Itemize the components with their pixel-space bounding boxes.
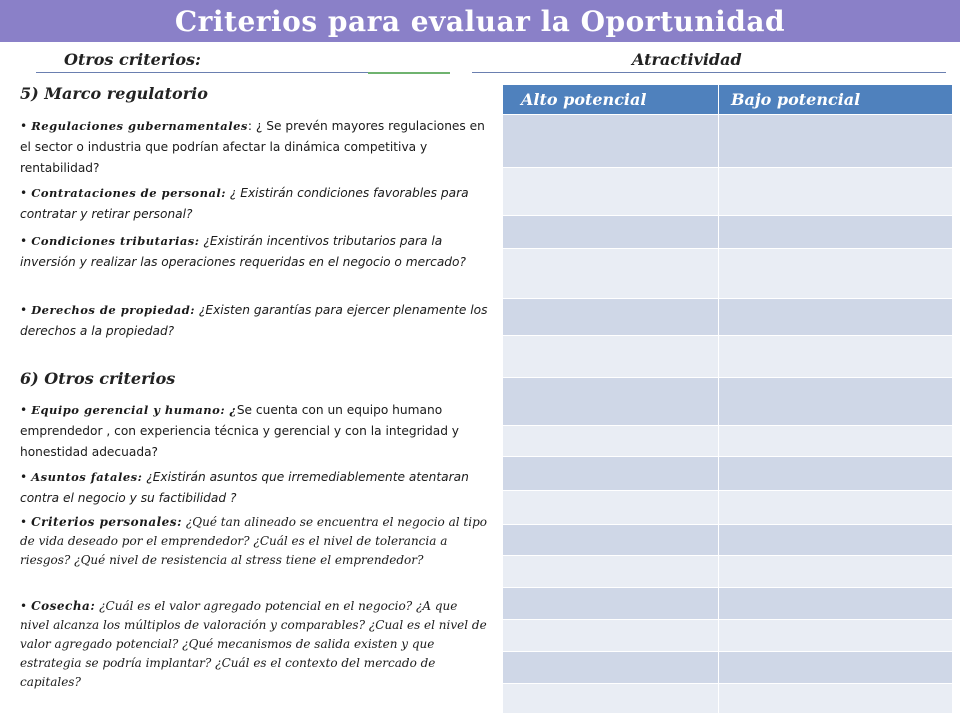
grid-cell[interactable] [503,556,719,588]
item-text: ¿Qué tan alineado se encuentra el negocio al tipo de vida deseado por el emprendedor? ¿Cuál es el nivel de tolerancia a riesgos? ¿Qué nivel de resistencia al stress tiene el emprendedor? [20,515,487,567]
grid-cell[interactable] [503,249,719,299]
grid-cell[interactable] [503,652,719,684]
item-text: ¿ Existirán condiciones favorables para contratar y retirar personal? [20,186,469,221]
item-text: Se cuenta con un equipo humano emprendedor , con experiencia técnica y gerencial y con la integridad y honestidad adecuada? [20,403,460,459]
item-text: ¿ Se prevén mayores regulaciones en el sector o industria que podrían afectar la dinámica competitiva y rentabilidad? [20,119,485,175]
grid-row [503,684,953,714]
list-item-cosecha: • Cosecha: ¿Cuál es el valor agregado potencial en el negocio? ¿A que nivel alcanza los múltiplos de valoración y comparables? ¿Cual es el nivel de valor agregado potencial? ¿Qué mecanismos de salida existen y que estrategia se podría implantar? ¿Cuál es el contexto del mercado de capitales? [20,599,487,689]
grid-row [503,378,953,426]
grid-cell[interactable] [719,556,953,588]
list-item-personales: • Criterios personales: ¿Qué tan alineado se encuentra el negocio al tipo de vida deseado por el emprendedor? ¿Cuál es el nivel de tolerancia a riesgos? ¿Qué nivel de resistencia al stress tiene el emprendedor? [20,515,487,567]
grid-cell[interactable] [503,684,719,714]
section5-heading: 5) Marco regulatorio [20,84,208,103]
grid-cell[interactable] [503,299,719,336]
grid-cell[interactable] [503,525,719,556]
grid-row [503,249,953,299]
title-bar [0,0,960,42]
grid-cell[interactable] [719,216,953,249]
grid-cell[interactable] [719,620,953,652]
grid-cell[interactable] [503,588,719,620]
grid-cell[interactable] [719,378,953,426]
grid-cell[interactable] [503,336,719,378]
item-label: Derechos de propiedad: [31,303,196,317]
grid-cell[interactable] [719,168,953,216]
grid-cell[interactable] [719,299,953,336]
grid-cell[interactable] [719,684,953,714]
list-item-tributarias: • Condiciones tributarias: ¿Existirán incentivos tributarios para la inversión y realizar las operaciones requeridas en el negocio o mercado? [20,234,466,269]
grid-cell[interactable] [503,378,719,426]
item-label: Condiciones tributarias: [31,234,200,248]
item-text: ¿Existirán asuntos que irremediablemente atentaran contra el negocio y su factibilidad ? [20,470,469,505]
grid-cell[interactable] [719,525,953,556]
item-label: Regulaciones gubernamentales [31,119,248,133]
grid-cell[interactable] [719,652,953,684]
grid-cell[interactable] [503,115,719,168]
attractiveness-grid [502,84,953,714]
grid-row [503,620,953,652]
item-label: Cosecha: [31,599,96,613]
left-divider-accent [368,72,450,74]
grid-row [503,491,953,525]
item-label: Contrataciones de personal: [31,186,227,200]
item-label: Asuntos fatales: [31,470,143,484]
list-item-asuntos: • Asuntos fatales: ¿Existirán asuntos que irremediablemente atentaran contra el negocio y su factibilidad ? [20,470,469,505]
grid-row [503,168,953,216]
item-text: ¿Existen garantías para ejercer plenamente los derechos a la propiedad? [20,303,488,338]
grid-cell[interactable] [719,426,953,457]
grid-cell[interactable] [503,426,719,457]
grid-row [503,588,953,620]
right-subtitle: Atractividad [632,50,742,69]
section6-heading: 6) Otros criterios [20,369,176,388]
grid-header-row [503,85,953,115]
grid-cell[interactable] [503,168,719,216]
grid-row [503,426,953,457]
col-bajo-potencial: Bajo potencial [719,85,953,115]
grid-row [503,115,953,168]
item-text: ¿Cuál es el valor agregado potencial en el negocio? ¿A que nivel alcanza los múltiplos de valoración y comparables? ¿Cual es el nivel de valor agregado potencial? ¿Qué mecanismos de salida existen y que estrategia se podría implantar? ¿Cuál es el contexto del mercado de capitales? [20,599,487,689]
item-label: Criterios personales: [31,515,182,529]
grid-cell[interactable] [719,588,953,620]
item-text: ¿Existirán incentivos tributarios para la inversión y realizar las operaciones requeridas en el negocio o mercado? [20,234,466,269]
grid-row [503,336,953,378]
grid-row [503,457,953,491]
left-subtitle: Otros criterios: [64,50,201,69]
grid-cell[interactable] [719,249,953,299]
grid-cell[interactable] [719,457,953,491]
grid-cell[interactable] [503,620,719,652]
grid-cell[interactable] [503,491,719,525]
grid-row [503,216,953,249]
grid-cell[interactable] [719,491,953,525]
list-item-contrataciones: • Contrataciones de personal: ¿ Existirán condiciones favorables para contratar y retirar personal? [20,186,469,221]
grid-row [503,652,953,684]
grid-row [503,299,953,336]
page-title: Criterios para evaluar la Oportunidad [174,4,786,38]
list-item-equipo: • Equipo gerencial y humano: ¿Se cuenta con un equipo humano emprendedor , con experiencia técnica y gerencial y con la integridad y honestidad adecuada? [20,403,460,459]
grid-cell[interactable] [719,115,953,168]
list-item-propiedad: • Derechos de propiedad: ¿Existen garantías para ejercer plenamente los derechos a la propiedad? [20,303,488,338]
list-item-regulaciones: • Regulaciones gubernamentales: ¿ Se prevén mayores regulaciones en el sector o industria que podrían afectar la dinámica competitiva y rentabilidad? [20,119,485,175]
grid-row [503,556,953,588]
item-label: Equipo gerencial y humano [31,403,221,417]
right-divider [472,72,946,73]
grid-cell[interactable] [719,336,953,378]
col-alto-potencial: Alto potencial [503,85,719,115]
grid-cell[interactable] [503,216,719,249]
grid-row [503,525,953,556]
grid-cell[interactable] [503,457,719,491]
